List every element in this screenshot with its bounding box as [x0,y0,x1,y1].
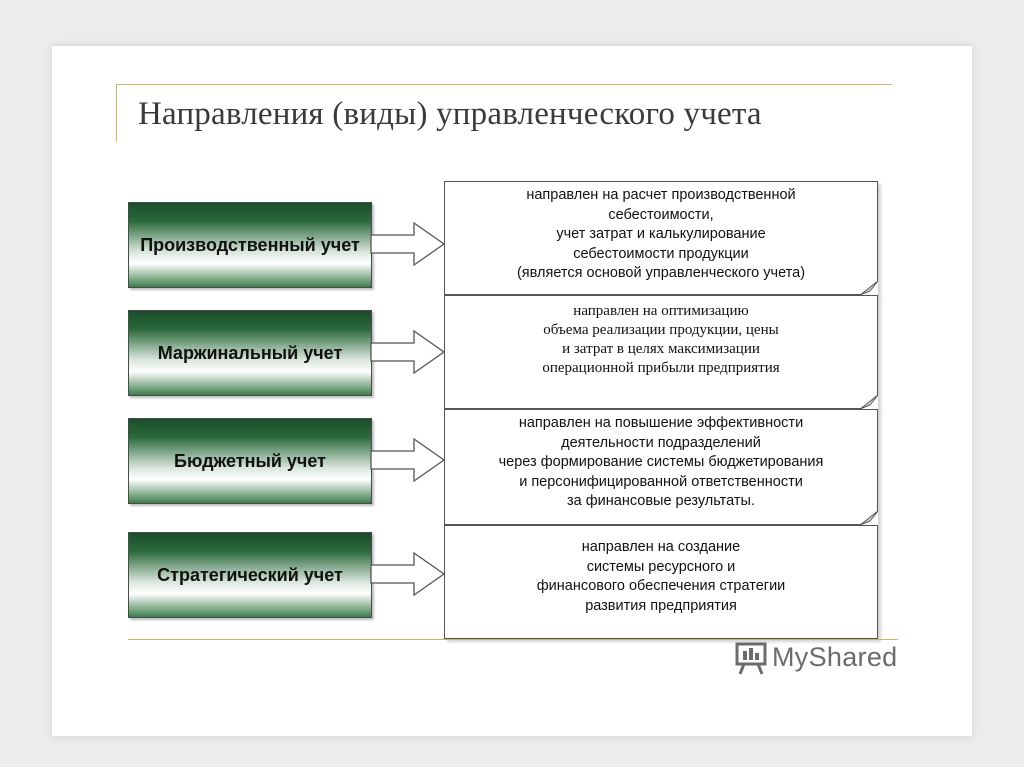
page-curl-icon [856,281,878,295]
category-label: Производственный учет [140,235,360,255]
description-box-budget [444,409,878,525]
presentation-board-icon [734,640,768,676]
category-label: Бюджетный учет [174,451,326,471]
description-text: направлен на расчет производственной себестоимости, учет затрат и калькулирование себестоимости продукции (является основой управленческого учета) [516,187,806,281]
slide-title: Направления (виды) управленческого учета [138,96,762,132]
description-text: направлен на создание системы ресурсного и финансового обеспечения стратегии развития предприятия [536,539,786,614]
category-label: Маржинальный учет [157,343,343,363]
block-arrow-icon [370,329,446,375]
category-box-marginal [128,310,372,396]
block-arrow-icon [370,551,446,597]
category-box-budget [128,418,372,504]
block-arrow-icon [370,221,446,267]
description-box-strategic [444,525,878,639]
page-curl-icon [856,395,878,409]
watermark-logo [734,640,904,680]
title-top-rule [116,84,892,85]
block-arrow-icon [370,437,446,483]
page-curl-icon [856,511,878,525]
description-box-marginal [444,295,878,409]
category-label: Стратегический учет [157,565,343,585]
category-box-production [128,202,372,288]
description-text: направлен на повышение эффективности деятельности подразделений через формирование системы бюджетирования и персонифицированной ответственности за финансовые результаты. [498,415,824,509]
title-side-rule [116,84,117,142]
description-text: направлен на оптимизацию объема реализации продукции, цены и затрат в целях максимизации операционной прибыли предприятия [542,303,780,376]
description-box-production [444,181,878,295]
watermark-text: MyShared [772,642,898,672]
category-box-strategic [128,532,372,618]
